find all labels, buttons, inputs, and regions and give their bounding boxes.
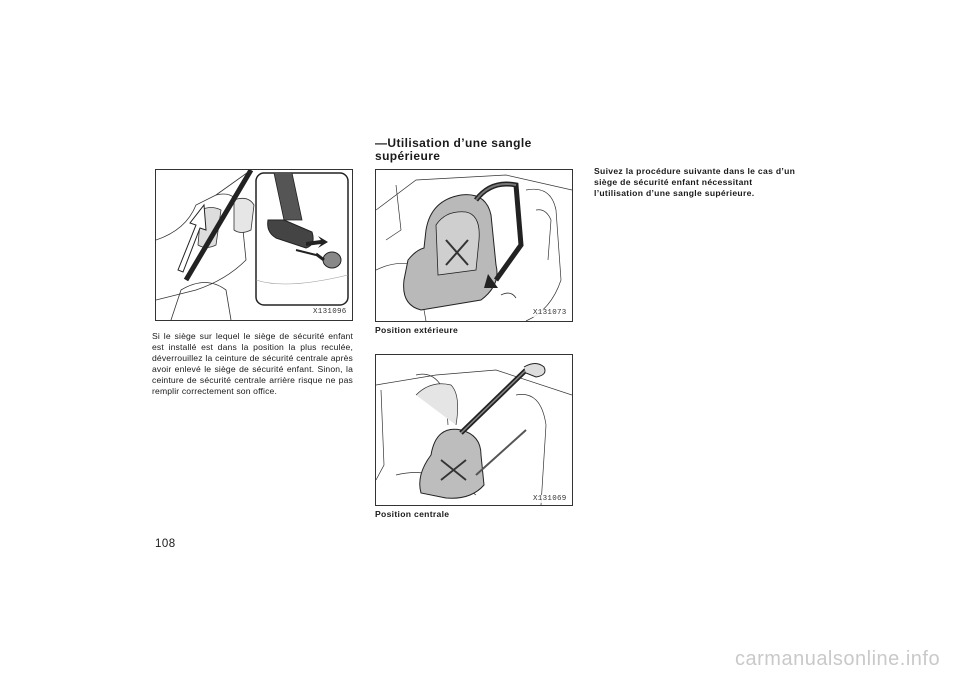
unlock-instruction-paragraph: Si le siège sur lequel le siège de sécurité enfant est installé est dans la position la plus reculée, déverrouillez la ceinture de sécurité centrale après avoir enlevé le siège de sécurité enfant. Sinon, la ceinture de sécurité centrale arrière risque ne pas remplir correctement son office. [152, 331, 353, 396]
figure-outer-position [375, 169, 573, 322]
watermark: carmanualsonline.info [735, 648, 941, 670]
child-seat-outer-illustration [376, 170, 572, 321]
seatbelt-unlock-illustration [156, 170, 352, 320]
caption-center-position: Position centrale [375, 509, 450, 519]
section-heading: —Utilisation d’une sangle supérieure [375, 136, 532, 163]
figure-center-position [375, 354, 573, 506]
page-number: 108 [155, 538, 176, 550]
figure-code: X131073 [533, 309, 567, 317]
caption-outer-position: Position extérieure [375, 325, 459, 335]
figure-seatbelt-unlock [155, 169, 353, 321]
figure-code: X131069 [533, 495, 567, 503]
figure-code: X131096 [313, 308, 347, 316]
tether-instruction-paragraph: Suivez la procédure suivante dans le cas d’un siège de sécurité enfant nécessitant l’utilisation d’une sangle supérieure. [594, 166, 796, 198]
child-seat-center-illustration [376, 355, 572, 505]
